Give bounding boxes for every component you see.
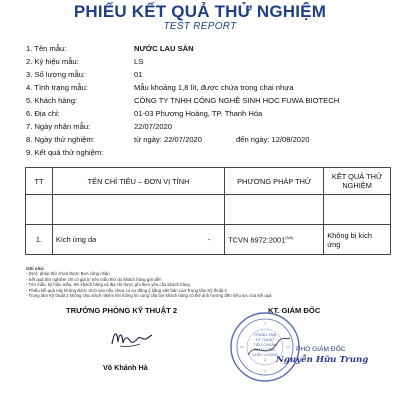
info-value: 22/07/2020 bbox=[134, 122, 173, 131]
note-line: - Trung tâm Kỹ thuật 2 không chịu trách nhiệm khi thông tin cung cấp bởi khách hàng có thể ảnh hưởng đến hiệu lực của kết quả bbox=[26, 293, 272, 299]
seal-text-line: KỸ THUẬT bbox=[255, 338, 275, 342]
notes-heading: Ghi chú: bbox=[26, 266, 45, 271]
left-signatory-name: Võ Khánh Hà bbox=[103, 363, 148, 372]
right-signatory-title: KT. GIÁM ĐỐC bbox=[268, 306, 321, 315]
cell-tt: 1. bbox=[26, 225, 53, 255]
cell-name: Kích ứng da bbox=[52, 225, 194, 255]
info-value: từ ngày: 22/07/2020 bbox=[134, 135, 202, 144]
info-row-address bbox=[26, 107, 396, 120]
info-value: 01-03 Phượng Hoàng, TP. Thanh Hóa bbox=[134, 109, 263, 118]
table-row bbox=[26, 225, 391, 255]
header-method: PHƯƠNG PHÁP THỬ bbox=[225, 168, 324, 195]
seal-text-line: CHẤT LƯỢNG bbox=[252, 353, 278, 357]
info-label: 5. Khách hàng: bbox=[26, 96, 78, 105]
seal-text-line: ĐO LƯỜNG bbox=[254, 348, 276, 352]
official-seal bbox=[228, 310, 302, 384]
vice-director-name: Nguyễn Hữu Trung bbox=[276, 355, 369, 365]
vice-director-title: PHÓ GIÁM ĐỐC bbox=[296, 346, 346, 353]
seal-text-line: 2 bbox=[263, 358, 267, 362]
info-value-end: đến ngày: 12/08/2020 bbox=[236, 135, 310, 144]
header-tt: TT bbox=[26, 168, 53, 195]
cell-unit: - bbox=[194, 225, 225, 255]
seal-text-line: TRUNG TÂM bbox=[253, 333, 277, 337]
header-result: KẾT QUẢ THỬ NGHIỆM bbox=[324, 168, 391, 195]
results-table bbox=[25, 167, 391, 255]
seal-text-line: TIÊU CHUẨN bbox=[253, 343, 277, 347]
info-value: Mẫu khoảng 1,8 lít, được chứa trong chai nhựa bbox=[134, 83, 294, 92]
info-row-test-date bbox=[26, 133, 396, 146]
info-value: LS bbox=[134, 57, 144, 66]
method-text: TCVN 6972:2001 bbox=[228, 235, 286, 245]
info-row-customer bbox=[26, 94, 396, 107]
table-header-row bbox=[26, 168, 391, 195]
cell-method bbox=[225, 225, 324, 255]
note-line: - Phiếu kết quả này không được trích sao nếu chưa có sự đồng ý bằng văn bản của Trung tâm Kỹ thuật 2 bbox=[26, 287, 227, 293]
note-line: - Kết quả thử nghiệm chỉ có giá trị trên mẫu thử do khách hàng gửi đến bbox=[26, 276, 162, 282]
info-value: CÔNG TY TNHH CÔNG NGHỆ SINH HỌC FUWA BIOTECH bbox=[134, 96, 340, 105]
info-value: NƯỚC LAU SÀN bbox=[134, 44, 194, 53]
table-spacer-row bbox=[26, 195, 391, 225]
header-name: TÊN CHỈ TIÊU – ĐƠN VỊ TÍNH bbox=[52, 168, 224, 195]
left-signatory-title: TRƯỞNG PHÒNG KỸ THUẬT 2 bbox=[66, 306, 178, 315]
note-line: - (NA): phép thử chưa được BoA công nhận bbox=[26, 271, 110, 277]
info-label: 3. Số lượng mẫu: bbox=[26, 70, 86, 79]
info-row-sample-name bbox=[26, 42, 396, 55]
method-mark: (NA) bbox=[285, 234, 294, 240]
notes bbox=[26, 266, 386, 298]
sample-info bbox=[0, 0, 400, 160]
info-label: 1. Tên mẫu: bbox=[26, 44, 67, 53]
info-row-quantity bbox=[26, 68, 396, 81]
info-row-sample-code bbox=[26, 55, 396, 68]
info-value: 01 bbox=[134, 70, 143, 79]
info-row-results bbox=[26, 146, 396, 159]
handwritten-signature bbox=[108, 322, 154, 352]
info-label: 9. Kết quả thử nghiệm: bbox=[26, 148, 104, 157]
page-title: PHIẾU KẾT QUẢ THỬ NGHIỆM bbox=[73, 2, 327, 21]
info-label: 6. Địa chỉ: bbox=[26, 109, 60, 118]
info-label: 4. Tình trạng mẫu: bbox=[26, 83, 88, 92]
page-subtitle: TEST REPORT bbox=[163, 21, 237, 32]
info-row-condition bbox=[26, 81, 396, 94]
info-label: 7. Ngày nhận mẫu: bbox=[26, 122, 91, 131]
note-line: - Tên mẫu, ký hiệu mẫu, tên khách hàng và địa chỉ được ghi theo yêu cầu khách hàng bbox=[26, 282, 190, 288]
info-row-received-date bbox=[26, 120, 396, 133]
info-label: 8. Ngày thử nghiệm: bbox=[26, 135, 95, 144]
info-label: 2. Ký hiệu mẫu: bbox=[26, 57, 79, 66]
cell-result: Không bị kích ứng bbox=[324, 225, 391, 255]
